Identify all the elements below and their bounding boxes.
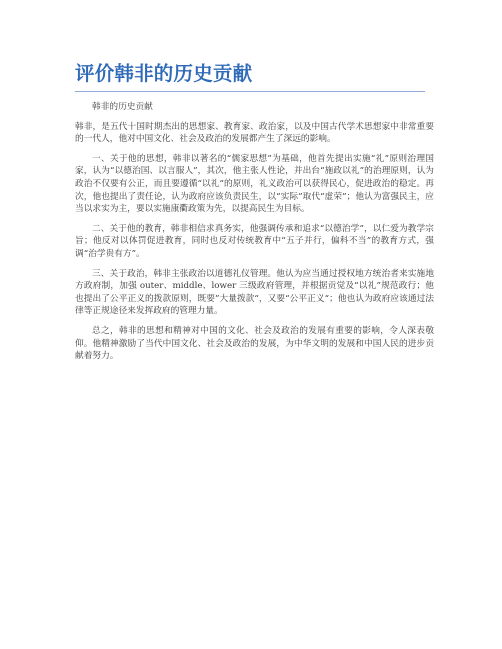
- paragraph-spacer: [75, 146, 434, 153]
- paragraph-conclusion: 总之，韩非的思想和精神对中国的文化、社会及政治的发展有重要的影响，令人深表敬仰。他精神激励了当代中国文化、社会及政治的发展，为中华文明的发展和中国人民的进步贡献着努力。: [75, 325, 434, 362]
- title-divider: [75, 91, 425, 92]
- document-title: 评价韩非的历史贡献: [75, 62, 253, 85]
- subtitle-paragraph: 韩非的历史贡献: [92, 102, 153, 112]
- paragraph-education: 二、关于他的教育，韩非相信求真务实，他强调传承和追求“以德治学”，以仁爱为教学宗旨；他反对以体罚促进教育，同时也反对传统教育中“五子并行，偏科不当”的教育方式，强调“治学贵有方”。: [75, 223, 434, 259]
- document-body: [75, 101, 434, 370]
- paragraph-thought: 一、关于他的思想，韩非以著名的“儒家思想”为基础，他首先提出实施“礼”原则治理国家，认为“以德治国、以言服人”，其次，他主张人性论，并出台“施政以礼”的治理原则，认为政治不仅要有公正，而且要遵循“以礼”的原则，礼义政治可以获得民心，促进政治的稳定。再次，他也提出了责任论，认为政府应该负责民生，以“实际”取代“虚荣”；他认为富强民主，应当以求实为主，要以实施康衢政策为先，以提高民生为目标。: [75, 153, 434, 215]
- intro-paragraph: 韩非，是五代十国时期杰出的思想家、教育家、政治家，以及中国古代学术思想家中非常重要的一代人，他对中国文化、社会及政治的发展都产生了深远的影响。: [75, 121, 434, 145]
- paragraph-politics: 三、关于政治，韩非主张政治以道德礼仪管理。他认为应当通过授权地方统治者来实施地方政府制，加强 outer、middle、lower 三级政府管理，并根据贡觉及“以礼”规范政行；他也提出了公平正义的拨款原则，既要”大量拨款“，又要“公平正义“；他也认为政府应该通过法律等正规途径来发挥政府的管理力量。: [75, 268, 434, 317]
